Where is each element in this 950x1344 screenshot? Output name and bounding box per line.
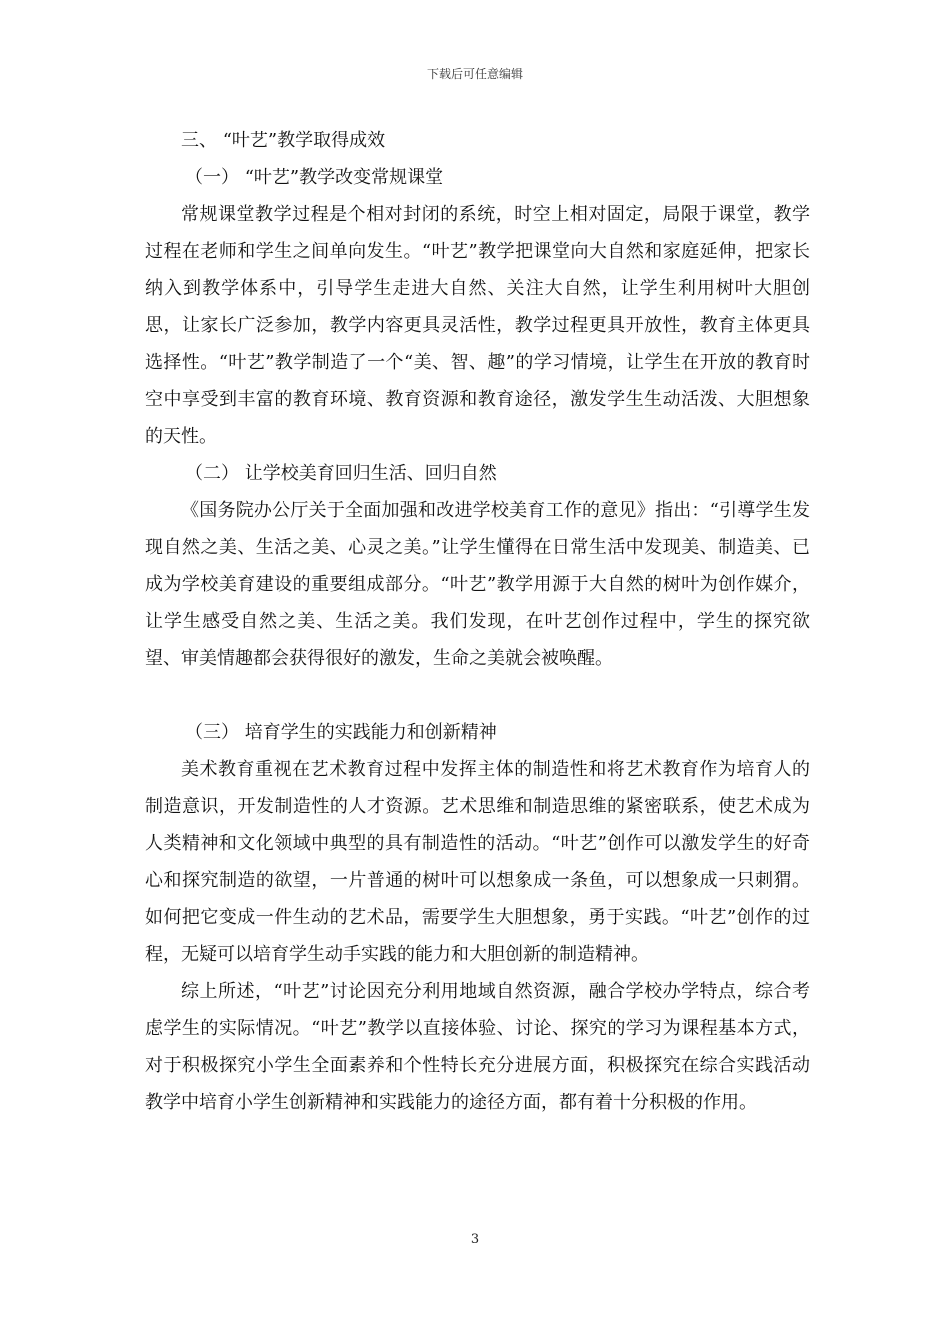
section-title: 三、 “叶艺”教学取得成效: [181, 130, 386, 151]
page-header-note: 下载后可任意编辑: [426, 67, 523, 81]
subsection-heading-1: （一） “叶艺”教学改变常规课堂: [185, 167, 444, 188]
document-body: [145, 122, 810, 1121]
blank-line: [145, 677, 810, 714]
conclusion-paragraph: 综上所述，“叶艺”讨论因充分利用地域自然资源，融合学校办学特点，综合考虑学生的实际情况。“叶艺”教学以直接体验、讨论、探究的学习为课程基本方式，对于积极探究小学生全面素养和个性特长充分进展方面，积极探究在综合实践活动教学中培育小学生创新精神和实践能力的途径方面，都有着十分积极的作用。: [145, 981, 810, 1113]
paragraph: 常规课堂教学过程是个相对封闭的系统，时空上相对固定，局限于课堂，教学过程在老师和学生之间单向发生。“叶艺”教学把课堂向大自然和家庭延伸，把家长纳入到教学体系中，引导学生走进大自然、关注大自然，让学生利用树叶大胆创思，让家长广泛参加，教学内容更具灵活性，教学过程更具开放性，教育主体更具选择性。“叶艺”教学制造了一个“美、智、趣”的学习情境，让学生在开放的教育时空中享受到丰富的教育环境、教育资源和教育途径，激发学生生动活泼、大胆想象的天性。: [145, 204, 810, 447]
page-number: 3: [470, 1232, 480, 1247]
subsection-heading-3: （三） 培育学生的实践能力和创新精神: [185, 722, 497, 743]
paragraph: 《国务院办公厅关于全面加强和改进学校美育工作的意见》指出：“引導学生发现自然之美、生活之美、心灵之美。”让学生懂得在日常生活中发现美、制造美、已成为学校美育建设的重要组成部分。“叶艺”教学用源于大自然的树叶为创作媒介，让学生感受自然之美、生活之美。我们发现，在叶艺创作过程中，学生的探究欲望、审美情趣都会获得很好的激发，生命之美就会被唤醒。: [145, 500, 810, 669]
subsection-heading-2: （二） 让学校美育回归生活、回归自然: [185, 463, 497, 484]
paragraph: 美术教育重视在艺术教育过程中发挥主体的制造性和将艺术教育作为培育人的制造意识，开发制造性的人才资源。艺术思维和制造思维的紧密联系，使艺术成为人类精神和文化领域中典型的具有制造性的活动。“叶艺”创作可以激发学生的好奇心和探究制造的欲望，一片普通的树叶可以想象成一条鱼，可以想象成一只刺猬。如何把它变成一件生动的艺术品，需要学生大胆想象，勇于实践。“叶艺”创作的过程，无疑可以培育学生动手实践的能力和大胆创新的制造精神。: [145, 759, 810, 965]
